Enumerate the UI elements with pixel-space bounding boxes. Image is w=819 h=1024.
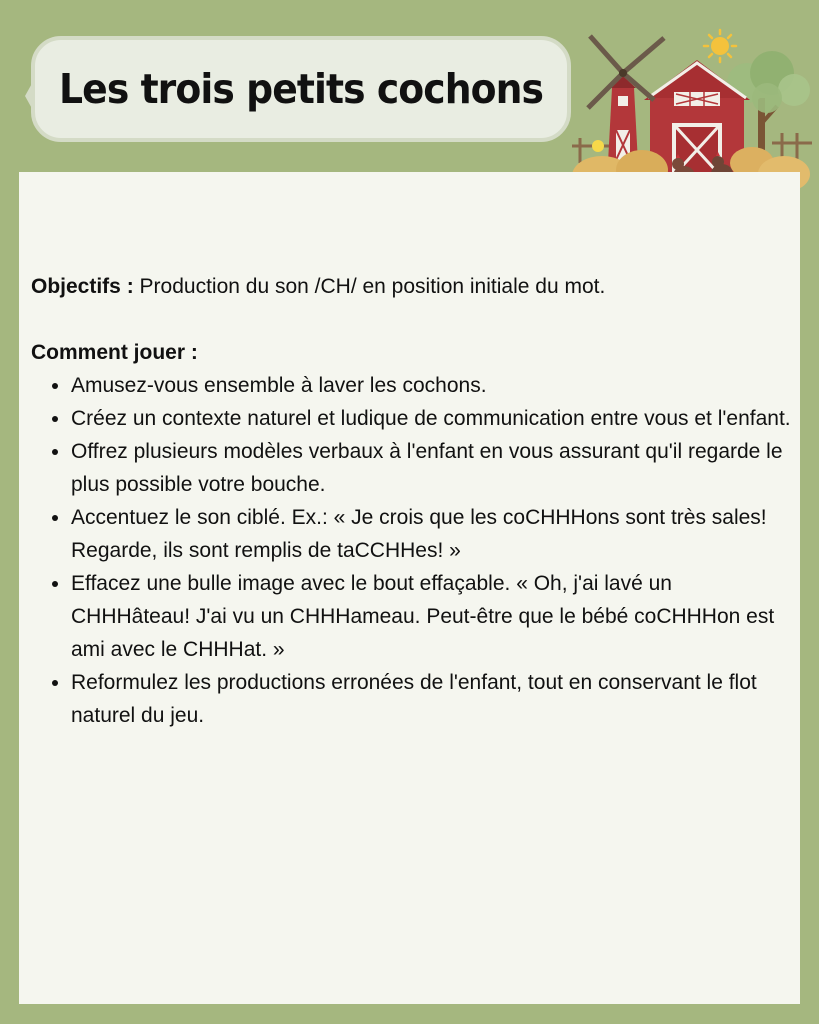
how-to-play-list: [31, 369, 791, 732]
list-item: • Reformulez les productions erronées de l'enfant, tout en conservant le flot naturel du jeu.: [71, 666, 791, 732]
list-item: • Offrez plusieurs modèles verbaux à l'enfant en vous assurant qu'il regarde le plus possible votre bouche.: [71, 435, 791, 501]
objectives-label: Objectifs :: [31, 275, 134, 298]
list-item: • Amusez-vous ensemble à laver les cochons.: [71, 369, 791, 402]
list-item: • Accentuez le son ciblé. Ex.: « Je crois que les coCHHHons sont très sales! Regarde, ils sont remplis de taCCHHes! »: [71, 501, 791, 567]
page-title: Les trois petits cochons: [58, 65, 544, 113]
list-item: • Créez un contexte naturel et ludique de communication entre vous et l'enfant.: [71, 402, 791, 435]
objectives: [31, 270, 791, 303]
list-item: • Effacez une bulle image avec le bout effaçable. « Oh, j'ai lavé un CHHHâteau! J'ai vu un CHHHameau. Peut-être que le bébé coCHHHon est ami avec le CHHHat. »: [71, 567, 791, 666]
instructions: [31, 270, 791, 732]
title-banner: [31, 36, 571, 142]
objectives-text: Production du son /CH/ en position initiale du mot.: [139, 275, 606, 298]
how-to-play-heading: Comment jouer :: [31, 341, 198, 364]
sun-icon: [704, 30, 736, 62]
content-panel: [19, 172, 800, 1004]
